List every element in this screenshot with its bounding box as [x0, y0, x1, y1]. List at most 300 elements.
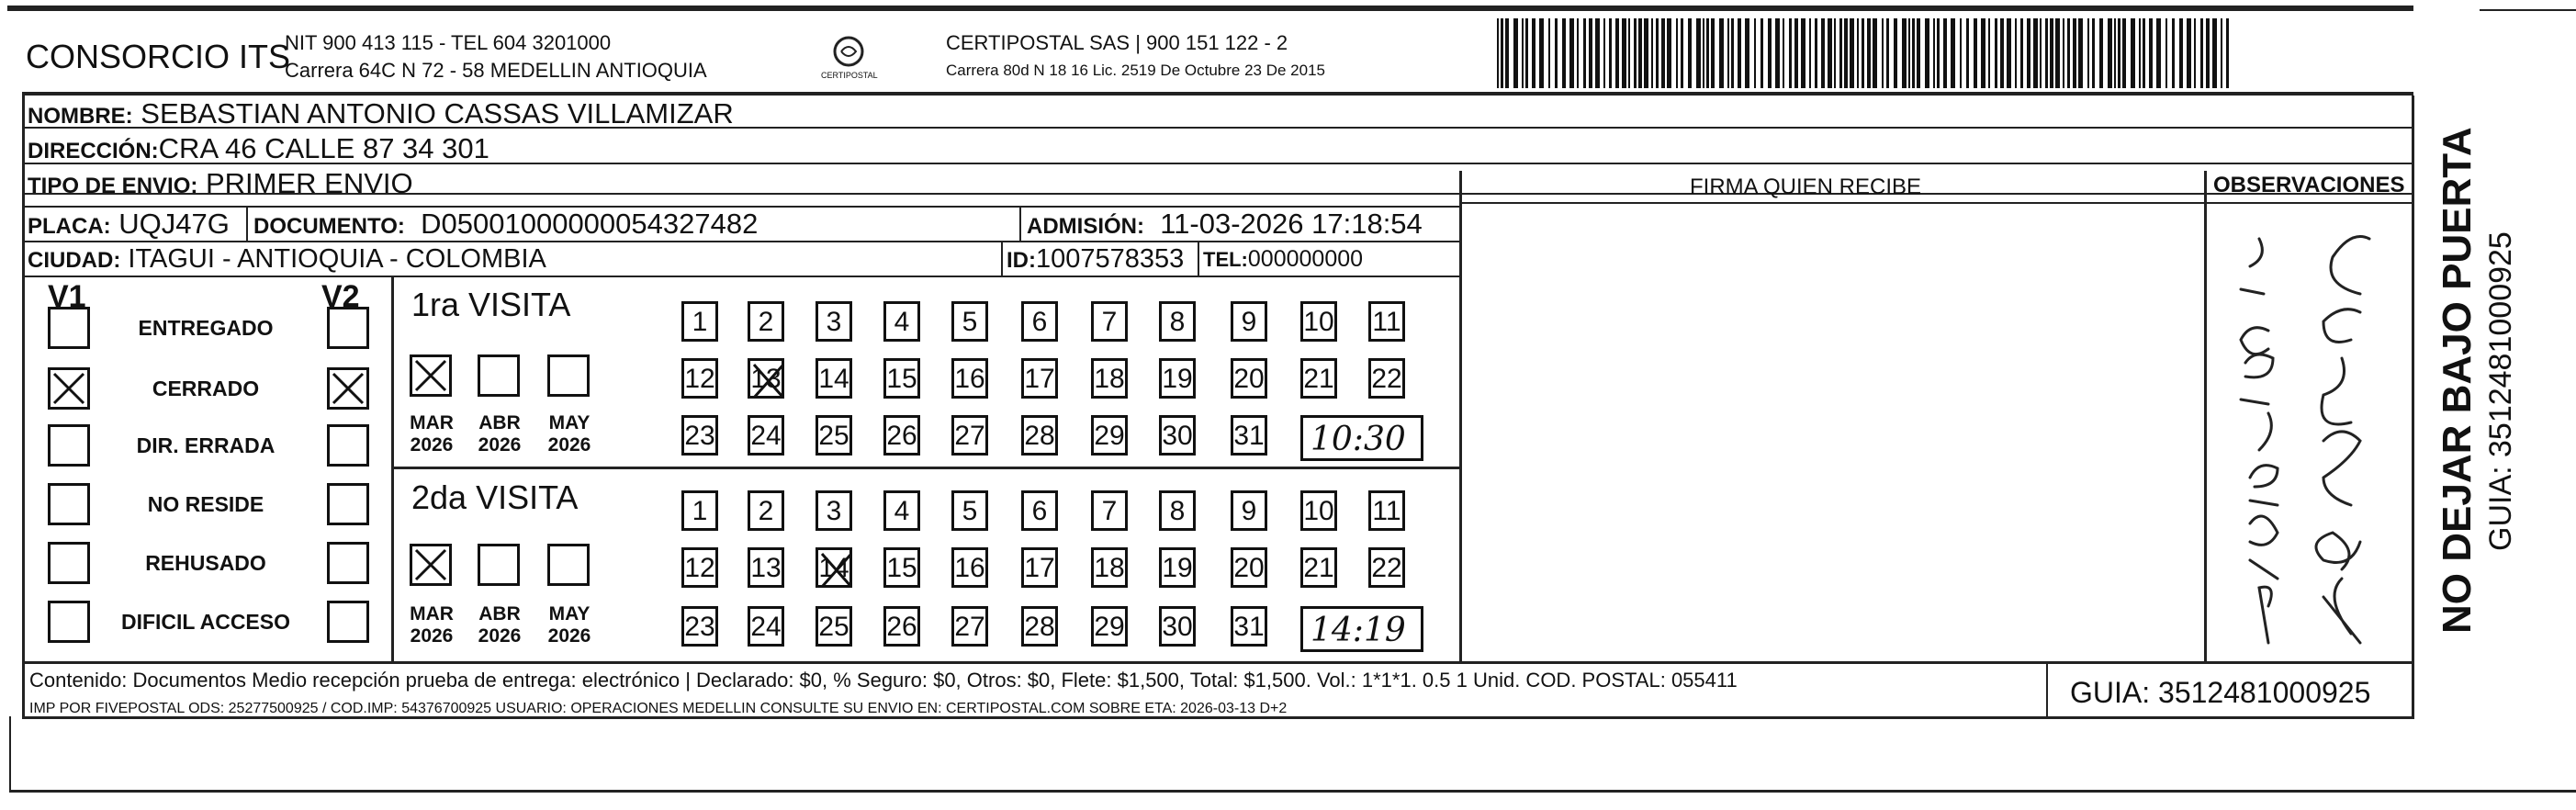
visit-time-box: [1300, 606, 1423, 652]
direccion-row: [28, 134, 489, 163]
barcode-bar: [2172, 18, 2175, 88]
barcode-bar: [1622, 18, 1626, 88]
day-number: 5: [962, 496, 978, 526]
barcode-bar: [2212, 18, 2217, 88]
company-address: Carrera 64C N 72 - 58 MEDELLIN ANTIOQUIA: [285, 59, 707, 82]
day-number: 22: [1371, 364, 1402, 394]
id-divider: [1001, 241, 1003, 276]
day-number: 26: [886, 612, 917, 642]
footer-guia-divider: [2046, 661, 2048, 718]
day-box[interactable]: [748, 547, 784, 588]
barcode-bar: [1821, 18, 1825, 88]
day-box[interactable]: [681, 358, 718, 399]
side-guia: GUIA: 3512481000925: [2483, 231, 2518, 551]
day-number: 24: [750, 612, 782, 642]
nombre-row: [28, 99, 734, 128]
day-number: 14: [818, 553, 849, 583]
day-number: 20: [1233, 553, 1265, 583]
year-label: 2026: [478, 625, 522, 647]
barcode-bar: [2050, 18, 2053, 88]
status-option-label: CERRADO: [152, 377, 260, 400]
company-name: CONSORCIO ITS: [26, 38, 291, 75]
day-number: 27: [954, 612, 985, 642]
barcode-bar: [2000, 18, 2004, 88]
day-box[interactable]: [1231, 547, 1267, 588]
day-box[interactable]: [1368, 358, 1405, 399]
day-box[interactable]: [883, 547, 920, 588]
day-number: 1: [692, 496, 708, 526]
barcode-bar: [1850, 18, 1854, 88]
barcode-bar: [1719, 18, 1724, 88]
barcode-bar: [1917, 18, 1920, 88]
day-box[interactable]: [1021, 606, 1058, 647]
nombre-value: SEBASTIAN ANTONIO CASSAS VILLAMIZAR: [141, 97, 734, 129]
id-label: ID:: [1007, 248, 1036, 273]
year-label: 2026: [478, 434, 522, 456]
month-checkbox[interactable]: [410, 544, 452, 586]
month-checkbox[interactable]: [478, 544, 520, 586]
day-number: 4: [894, 496, 910, 526]
day-box[interactable]: [1159, 301, 1196, 342]
day-number: 6: [1031, 496, 1048, 526]
month-checkbox[interactable]: [478, 354, 520, 397]
barcode-bar: [1873, 18, 1877, 88]
rule-ciudad: [22, 241, 1459, 242]
day-box[interactable]: [1021, 547, 1058, 588]
day-box[interactable]: [681, 606, 718, 647]
day-box[interactable]: [951, 301, 988, 342]
day-box[interactable]: [681, 547, 718, 588]
barcode-bar: [2063, 18, 2064, 88]
day-box[interactable]: [681, 301, 718, 342]
day-box[interactable]: [1300, 547, 1337, 588]
obs-left-rule: [2204, 171, 2207, 663]
v2-checkbox[interactable]: [327, 424, 369, 467]
observaciones-header: OBSERVACIONES: [2213, 173, 2405, 197]
tel-divider: [1198, 241, 1199, 276]
visit-title: 1ra VISITA: [411, 286, 571, 323]
day-box[interactable]: [681, 490, 718, 531]
v2-checkbox[interactable]: [327, 307, 369, 349]
day-number: 16: [954, 553, 985, 583]
day-number: 15: [886, 553, 917, 583]
barcode-bar: [1539, 18, 1544, 88]
day-box[interactable]: [1159, 490, 1196, 531]
tel-value: 000000000: [1247, 246, 1364, 272]
status-option-label: DIR. ERRADA: [136, 433, 276, 457]
documento-label: DOCUMENTO:: [253, 214, 405, 239]
barcode-bar: [1886, 18, 1889, 88]
rule-grid-top: [22, 276, 1459, 277]
footer-guia: GUIA: 3512481000925: [2070, 676, 2371, 709]
day-number: 2: [758, 496, 774, 526]
day-number: 19: [1162, 364, 1193, 394]
barcode-bar: [1609, 18, 1612, 88]
corner-mark: [2480, 9, 2576, 11]
barcode-bar: [1745, 18, 1749, 88]
barcode-bar: [2007, 18, 2011, 88]
barcode-bar: [2092, 18, 2095, 88]
day-number: 11: [1372, 496, 1401, 526]
barcode-bar: [1513, 18, 1518, 88]
barcode-bar: [1676, 18, 1678, 88]
day-number: 1: [692, 307, 708, 337]
x-mark-icon: [412, 546, 449, 583]
day-box[interactable]: [883, 358, 920, 399]
day-box[interactable]: [748, 358, 784, 399]
barcode-bar: [1562, 18, 1566, 88]
barcode-bar: [1912, 18, 1915, 88]
barcode-bar: [1569, 18, 1574, 88]
day-box[interactable]: [1231, 606, 1267, 647]
barcode-bar: [2179, 18, 2183, 88]
barcode-bar: [2122, 18, 2126, 88]
courier-name: CERTIPOSTAL SAS | 900 151 122 - 2: [946, 31, 1288, 54]
barcode-bar: [2027, 18, 2030, 88]
barcode-bar: [1656, 18, 1659, 88]
barcode-bar: [1738, 18, 1741, 88]
day-box[interactable]: [748, 490, 784, 531]
day-box[interactable]: [1368, 301, 1405, 342]
day-box[interactable]: [1231, 490, 1267, 531]
day-box[interactable]: [1159, 415, 1196, 456]
admision-label: ADMISIÓN:: [1027, 214, 1144, 239]
day-box[interactable]: [681, 415, 718, 456]
day-number: 10: [1303, 496, 1334, 526]
status-option-label: DIFICIL ACCESO: [120, 610, 290, 634]
day-box[interactable]: [1021, 301, 1058, 342]
barcode-bar: [1908, 18, 1910, 88]
day-number: 29: [1094, 612, 1125, 642]
barcode-bar: [1995, 18, 1997, 88]
barcode-bar: [1794, 18, 1798, 88]
barcode-bar: [2020, 18, 2023, 88]
barcode-bar: [2087, 18, 2089, 88]
admision-row: [1027, 209, 1423, 238]
barcode-bar: [2078, 18, 2083, 88]
day-box[interactable]: [951, 415, 988, 456]
barcode-bar: [1532, 18, 1535, 88]
barcode-bar: [2131, 18, 2135, 88]
day-box[interactable]: [1300, 490, 1337, 531]
day-number: 31: [1233, 421, 1265, 451]
tipo-row: [28, 169, 413, 197]
barcode-bar: [1760, 18, 1763, 88]
day-box[interactable]: [1368, 547, 1405, 588]
day-number: 18: [1094, 553, 1125, 583]
day-number: 17: [1024, 364, 1055, 394]
placa-label: PLACA:: [28, 214, 111, 239]
barcode-bar: [2108, 18, 2112, 88]
ciudad-value: ITAGUI - ANTIOQUIA - COLOMBIA: [128, 244, 546, 274]
footer-imp: IMP POR FIVEPOSTAL ODS: 25277500925 / COD.IMP: 54376700925 USUARIO: OPERACIONES MEDELLIN CONSULTE SU ENVIO EN: CERTIPOSTAL.COM SOBRE ETA: 2026-03-13 D+2: [29, 701, 1288, 716]
day-box[interactable]: [951, 358, 988, 399]
month-checkbox[interactable]: [547, 354, 590, 397]
month-checkbox[interactable]: [547, 544, 590, 586]
barcode-bar: [1828, 18, 1832, 88]
barcode-bar: [2055, 18, 2060, 88]
placa-divider: [246, 206, 248, 241]
day-number: 29: [1094, 421, 1125, 451]
x-mark-icon: [51, 370, 87, 407]
barcode-bar: [2015, 18, 2017, 88]
observaciones-handwriting: [2213, 211, 2397, 652]
barcode-bar: [1809, 18, 1811, 88]
barcode-bar: [1497, 18, 1499, 88]
certipostal-logo: [819, 33, 878, 84]
barcode-bar: [2187, 18, 2191, 88]
barcode-bar: [1951, 18, 1955, 88]
day-box[interactable]: [1021, 415, 1058, 456]
barcode-bar: [1583, 18, 1586, 88]
day-box[interactable]: [951, 490, 988, 531]
day-number: 13: [750, 553, 782, 583]
month-label: MAR: [410, 603, 454, 624]
day-box[interactable]: [883, 606, 920, 647]
barcode-bar: [1862, 18, 1864, 88]
day-box[interactable]: [1368, 490, 1405, 531]
barcode-bar: [1577, 18, 1579, 88]
barcode-bar: [1595, 18, 1600, 88]
day-box[interactable]: [816, 547, 852, 588]
visit-time: 10:30: [1310, 421, 1406, 458]
tel-row: [1203, 248, 1363, 271]
x-mark-icon: [330, 370, 366, 407]
day-box[interactable]: [883, 301, 920, 342]
direccion-label: DIRECCIÓN:: [28, 139, 159, 163]
day-number: 25: [818, 421, 849, 451]
v1-checkbox[interactable]: [48, 542, 90, 584]
day-box[interactable]: [1021, 490, 1058, 531]
day-box[interactable]: [816, 358, 852, 399]
visit-time: 14:19: [1310, 612, 1406, 649]
barcode-bar: [2118, 18, 2120, 88]
day-box[interactable]: [883, 415, 920, 456]
day-number: 17: [1024, 553, 1055, 583]
barcode-bar: [2206, 18, 2210, 88]
ciudad-row: [28, 246, 546, 273]
day-box[interactable]: [748, 606, 784, 647]
bottom-left-rule: [9, 716, 11, 790]
day-box[interactable]: [1091, 301, 1128, 342]
main-right-rule: [2412, 96, 2414, 718]
barcode: [1497, 18, 2232, 88]
barcode-bar: [1867, 18, 1871, 88]
barcode-bar: [1615, 18, 1619, 88]
day-box[interactable]: [883, 490, 920, 531]
day-number: 27: [954, 421, 985, 451]
barcode-bar: [2045, 18, 2048, 88]
v2-checkbox[interactable]: [327, 483, 369, 525]
courier-address: Carrera 80d N 18 16 Lic. 2519 De Octubre 23 De 2015: [946, 62, 1325, 79]
main-top-rule: [22, 92, 2413, 96]
barcode-bar: [1768, 18, 1772, 88]
barcode-bar: [1727, 18, 1729, 88]
v2-checkbox[interactable]: [327, 601, 369, 643]
v1-checkbox[interactable]: [48, 424, 90, 467]
day-number: 23: [684, 612, 715, 642]
barcode-bar: [1638, 18, 1642, 88]
day-number: 5: [962, 307, 978, 337]
firma-header-rule: [1459, 202, 2414, 204]
day-number: 16: [954, 364, 985, 394]
id-value: 1007578353: [1036, 244, 1185, 274]
day-number: 18: [1094, 364, 1125, 394]
status-option-label: NO RESIDE: [147, 492, 264, 516]
v2-label: V2: [321, 279, 360, 314]
month-label: MAR: [410, 412, 454, 433]
barcode-bar: [1754, 18, 1756, 88]
day-number: 14: [818, 364, 849, 394]
day-number: 3: [826, 496, 842, 526]
v1-checkbox[interactable]: [48, 483, 90, 525]
barcode-bar: [1981, 18, 1985, 88]
barcode-bar: [1925, 18, 1929, 88]
day-box[interactable]: [1091, 547, 1128, 588]
barcode-bar: [1960, 18, 1962, 88]
day-number: 31: [1233, 612, 1265, 642]
v1-checkbox[interactable]: [48, 367, 90, 410]
day-number: 6: [1031, 307, 1048, 337]
visit-title: 2da VISITA: [411, 478, 579, 516]
day-number: 4: [894, 307, 910, 337]
barcode-bar: [1815, 18, 1817, 88]
tipo-value: PRIMER ENVIO: [205, 167, 413, 199]
barcode-bar: [1522, 18, 1524, 88]
v1-checkbox[interactable]: [48, 307, 90, 349]
v1-label: V1: [48, 279, 86, 314]
barcode-bar: [1703, 18, 1704, 88]
day-number: 24: [750, 421, 782, 451]
barcode-bar: [1933, 18, 1935, 88]
status-option-label: ENTREGADO: [138, 316, 274, 340]
barcode-bar: [2221, 18, 2222, 88]
firma-header: FIRMA QUIEN RECIBE: [1690, 174, 1922, 199]
footer-contenido: Contenido: Documentos Medio recepción prueba de entrega: electrónico | Declarado: $0, % Seguro: $0, Otros: $0, Flete: $1,500, Total: $1,500. Vol.: 1*1*1. 0.5 1 Unid. COD. POSTAL: 055411: [29, 669, 1738, 692]
barcode-bar: [1667, 18, 1671, 88]
day-number: 12: [684, 364, 715, 394]
year-label: 2026: [410, 625, 454, 647]
barcode-bar: [1783, 18, 1784, 88]
barcode-bar: [1775, 18, 1780, 88]
day-box[interactable]: [1231, 415, 1267, 456]
barcode-bar: [2156, 18, 2161, 88]
placa-value: UQJ47G: [118, 208, 230, 240]
day-number: 11: [1372, 307, 1401, 337]
day-box[interactable]: [1300, 358, 1337, 399]
barcode-bar: [1834, 18, 1836, 88]
v1-checkbox[interactable]: [48, 601, 90, 643]
barcode-bar: [1644, 18, 1648, 88]
x-mark-icon: [412, 357, 449, 394]
day-number: 21: [1303, 364, 1334, 394]
day-box[interactable]: [951, 606, 988, 647]
day-number: 12: [684, 553, 715, 583]
day-box[interactable]: [951, 547, 988, 588]
barcode-bar: [1789, 18, 1792, 88]
visit-time-box: [1300, 415, 1423, 461]
day-box[interactable]: [1159, 358, 1196, 399]
day-box[interactable]: [1021, 358, 1058, 399]
day-box[interactable]: [748, 415, 784, 456]
barcode-bar: [2194, 18, 2196, 88]
main-left-rule: [22, 92, 25, 718]
barcode-bar: [2200, 18, 2203, 88]
day-box[interactable]: [1159, 547, 1196, 588]
barcode-bar: [1589, 18, 1592, 88]
day-box[interactable]: [1091, 490, 1128, 531]
documento-value: D05001000000054327482: [421, 208, 759, 240]
x-mark-icon: [818, 550, 855, 591]
day-number: 26: [886, 421, 917, 451]
admision-value: 11-03-2026 17:18:54: [1160, 208, 1423, 240]
day-box[interactable]: [1231, 301, 1267, 342]
day-box[interactable]: [1091, 415, 1128, 456]
day-number: 30: [1162, 421, 1193, 451]
v2-checkbox[interactable]: [327, 367, 369, 410]
barcode-bar: [1902, 18, 1907, 88]
barcode-bar: [2143, 18, 2145, 88]
barcode-bar: [1501, 18, 1503, 88]
barcode-bar: [2114, 18, 2116, 88]
day-box[interactable]: [1231, 358, 1267, 399]
v2-checkbox[interactable]: [327, 542, 369, 584]
barcode-bar: [2067, 18, 2070, 88]
day-box[interactable]: [1159, 606, 1196, 647]
company-nit-tel: NIT 900 413 115 - TEL 604 3201000: [285, 31, 612, 54]
barcode-bar: [1711, 18, 1715, 88]
barcode-bar: [1628, 18, 1630, 88]
day-number: 28: [1024, 421, 1055, 451]
barcode-bar: [1603, 18, 1605, 88]
placa-row: [28, 209, 230, 238]
bottom-rule: [9, 790, 2576, 793]
day-number: 9: [1241, 307, 1257, 337]
day-number: 10: [1303, 307, 1334, 337]
day-box[interactable]: [816, 301, 852, 342]
nombre-label: NOMBRE:: [28, 104, 133, 129]
barcode-bar: [1548, 18, 1550, 88]
day-box[interactable]: [816, 415, 852, 456]
barcode-bar: [1696, 18, 1701, 88]
barcode-bar: [2073, 18, 2076, 88]
year-label: 2026: [547, 434, 591, 456]
barcode-bar: [1857, 18, 1859, 88]
barcode-bar: [1839, 18, 1842, 88]
barcode-icon: [1497, 18, 2232, 88]
day-number: 2: [758, 307, 774, 337]
day-box[interactable]: [1091, 606, 1128, 647]
barcode-bar: [2033, 18, 2038, 88]
barcode-bar: [1634, 18, 1637, 88]
top-border: [7, 6, 2413, 11]
barcode-bar: [1681, 18, 1683, 88]
day-number: 21: [1303, 553, 1334, 583]
month-checkbox[interactable]: [410, 354, 452, 397]
month-label: MAY: [548, 412, 591, 433]
day-box[interactable]: [748, 301, 784, 342]
day-box[interactable]: [816, 606, 852, 647]
barcode-bar: [1966, 18, 1969, 88]
year-label: 2026: [547, 625, 591, 647]
barcode-bar: [1801, 18, 1805, 88]
day-number: 22: [1371, 553, 1402, 583]
day-box[interactable]: [1300, 301, 1337, 342]
day-box[interactable]: [1091, 358, 1128, 399]
barcode-bar: [2226, 18, 2229, 88]
day-box[interactable]: [816, 490, 852, 531]
barcode-bar: [1525, 18, 1528, 88]
